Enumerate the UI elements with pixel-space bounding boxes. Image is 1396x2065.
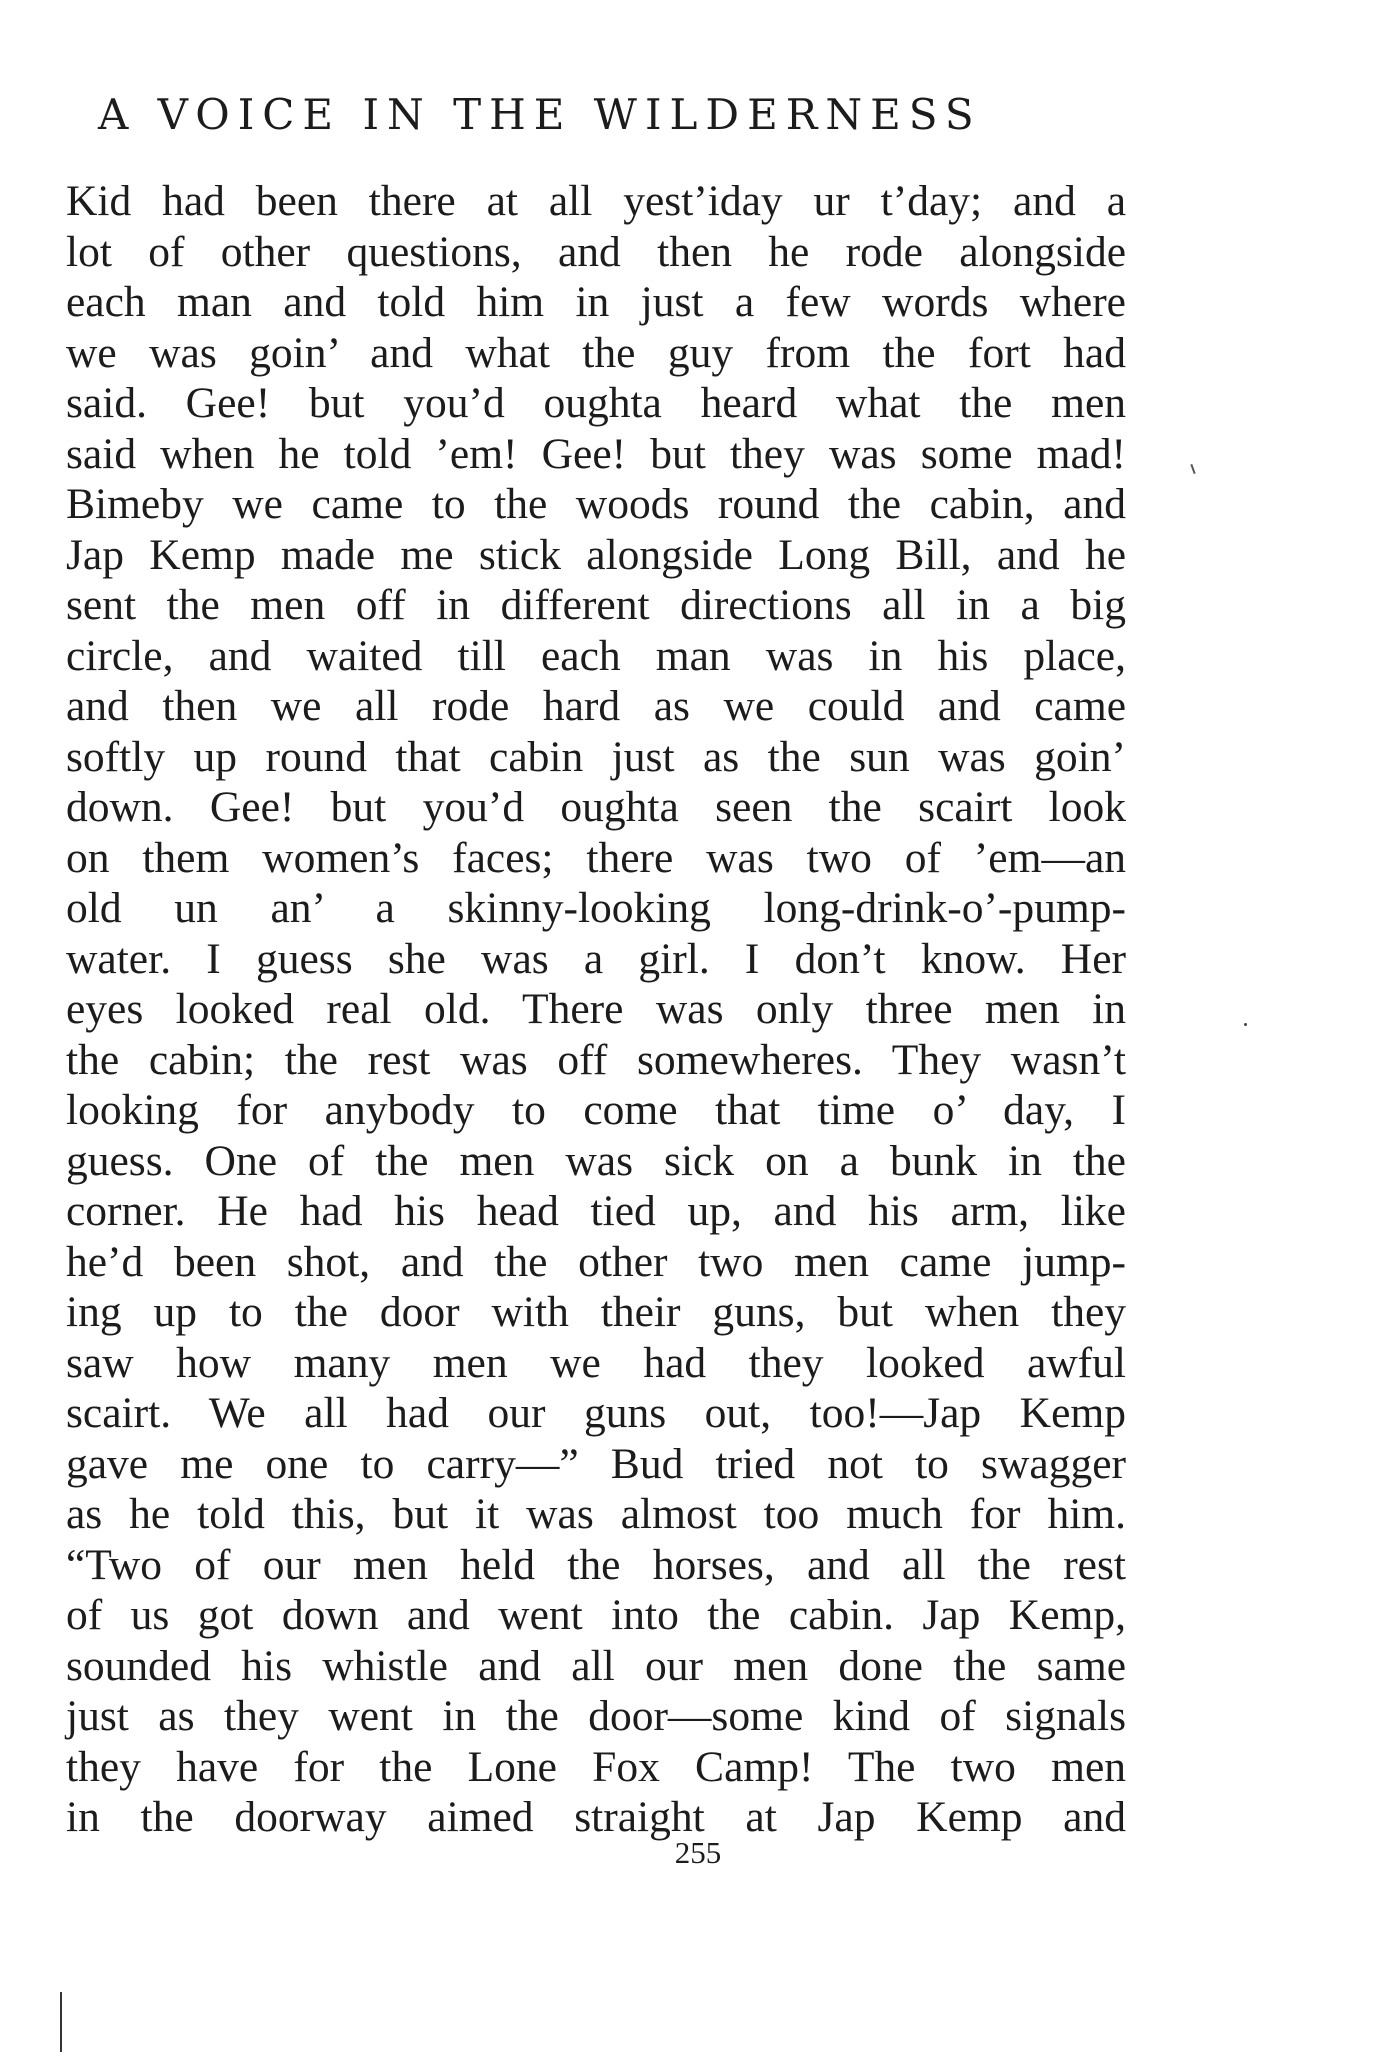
text-line: Jap Kemp made me stick alongside Long Bill, and he: [66, 530, 1126, 579]
text-line: ing up to the door with their guns, but when they: [66, 1288, 1126, 1336]
text-line: softly up round that cabin just as the sun was goin’: [66, 732, 1126, 781]
text-line: said. Gee! but you’d oughta heard what the men: [66, 379, 1126, 427]
text-line: we was goin’ and what the guy from the fort had: [66, 328, 1126, 377]
text-line: looking for anybody to come that time o’ day, I: [66, 1086, 1126, 1134]
text-line: they have for the Lone Fox Camp! The two men: [66, 1742, 1126, 1791]
text-line: sounded his whistle and all our men done the same: [66, 1641, 1126, 1690]
text-line: down. Gee! but you’d oughta seen the scairt look: [66, 783, 1126, 831]
text-line: and then we all rode hard as we could and came: [66, 682, 1126, 730]
text-line: gave me one to carry—” Bud tried not to swagger: [66, 1439, 1126, 1488]
text-line: old un an’ a skinny-looking long-drink-o’-pump-: [66, 884, 1126, 932]
text-line: water. I guess she was a girl. I don’t know. Her: [66, 934, 1126, 983]
text-line: corner. He had his head tied up, and his arm, like: [66, 1187, 1126, 1235]
text-line: he’d been shot, and the other two men came jump-: [66, 1237, 1126, 1286]
text-line: as he told this, but it was almost too much for him.: [66, 1490, 1126, 1538]
text-line: eyes looked real old. There was only three men in: [66, 985, 1126, 1033]
text-line: Kid had been there at all yest’iday ur t’day; and a: [66, 177, 1126, 225]
text-line: in the doorway aimed straight at Jap Kemp and: [66, 1793, 1126, 1841]
text-line: saw how many men we had they looked awful: [66, 1338, 1126, 1387]
text-line: just as they went in the door—some kind of signals: [66, 1692, 1126, 1740]
page-number: 255: [674, 1835, 722, 1870]
text-line: lot of other questions, and then he rode alongside: [66, 227, 1126, 276]
text-line: scairt. We all had our guns out, too!—Jap Kemp: [66, 1389, 1126, 1437]
text-line: Bimeby we came to the woods round the cabin, and: [66, 480, 1126, 528]
text-line: guess. One of the men was sick on a bunk in the: [66, 1136, 1126, 1185]
text-line: on them women’s faces; there was two of ’em—an: [66, 833, 1126, 882]
running-head: A VOICE IN THE WILDERNESS: [98, 90, 982, 139]
text-line: each man and told him in just a few words where: [66, 278, 1126, 326]
text-line: of us got down and went into the cabin. Jap Kemp,: [66, 1591, 1126, 1639]
text-line: the cabin; the rest was off somewheres. They wasn’t: [66, 1035, 1126, 1084]
text-line: sent the men off in different directions all in a big: [66, 581, 1126, 629]
text-line: “Two of our men held the horses, and all the rest: [66, 1540, 1126, 1589]
print-speck: [1244, 1023, 1247, 1026]
body-text: [66, 176, 1126, 1843]
text-line: circle, and waited till each man was in his place,: [66, 631, 1126, 680]
print-speck: [1190, 464, 1195, 474]
scan-edge-line: [60, 1992, 62, 2052]
text-line: said when he told ’em! Gee! but they was some mad!: [66, 429, 1126, 478]
